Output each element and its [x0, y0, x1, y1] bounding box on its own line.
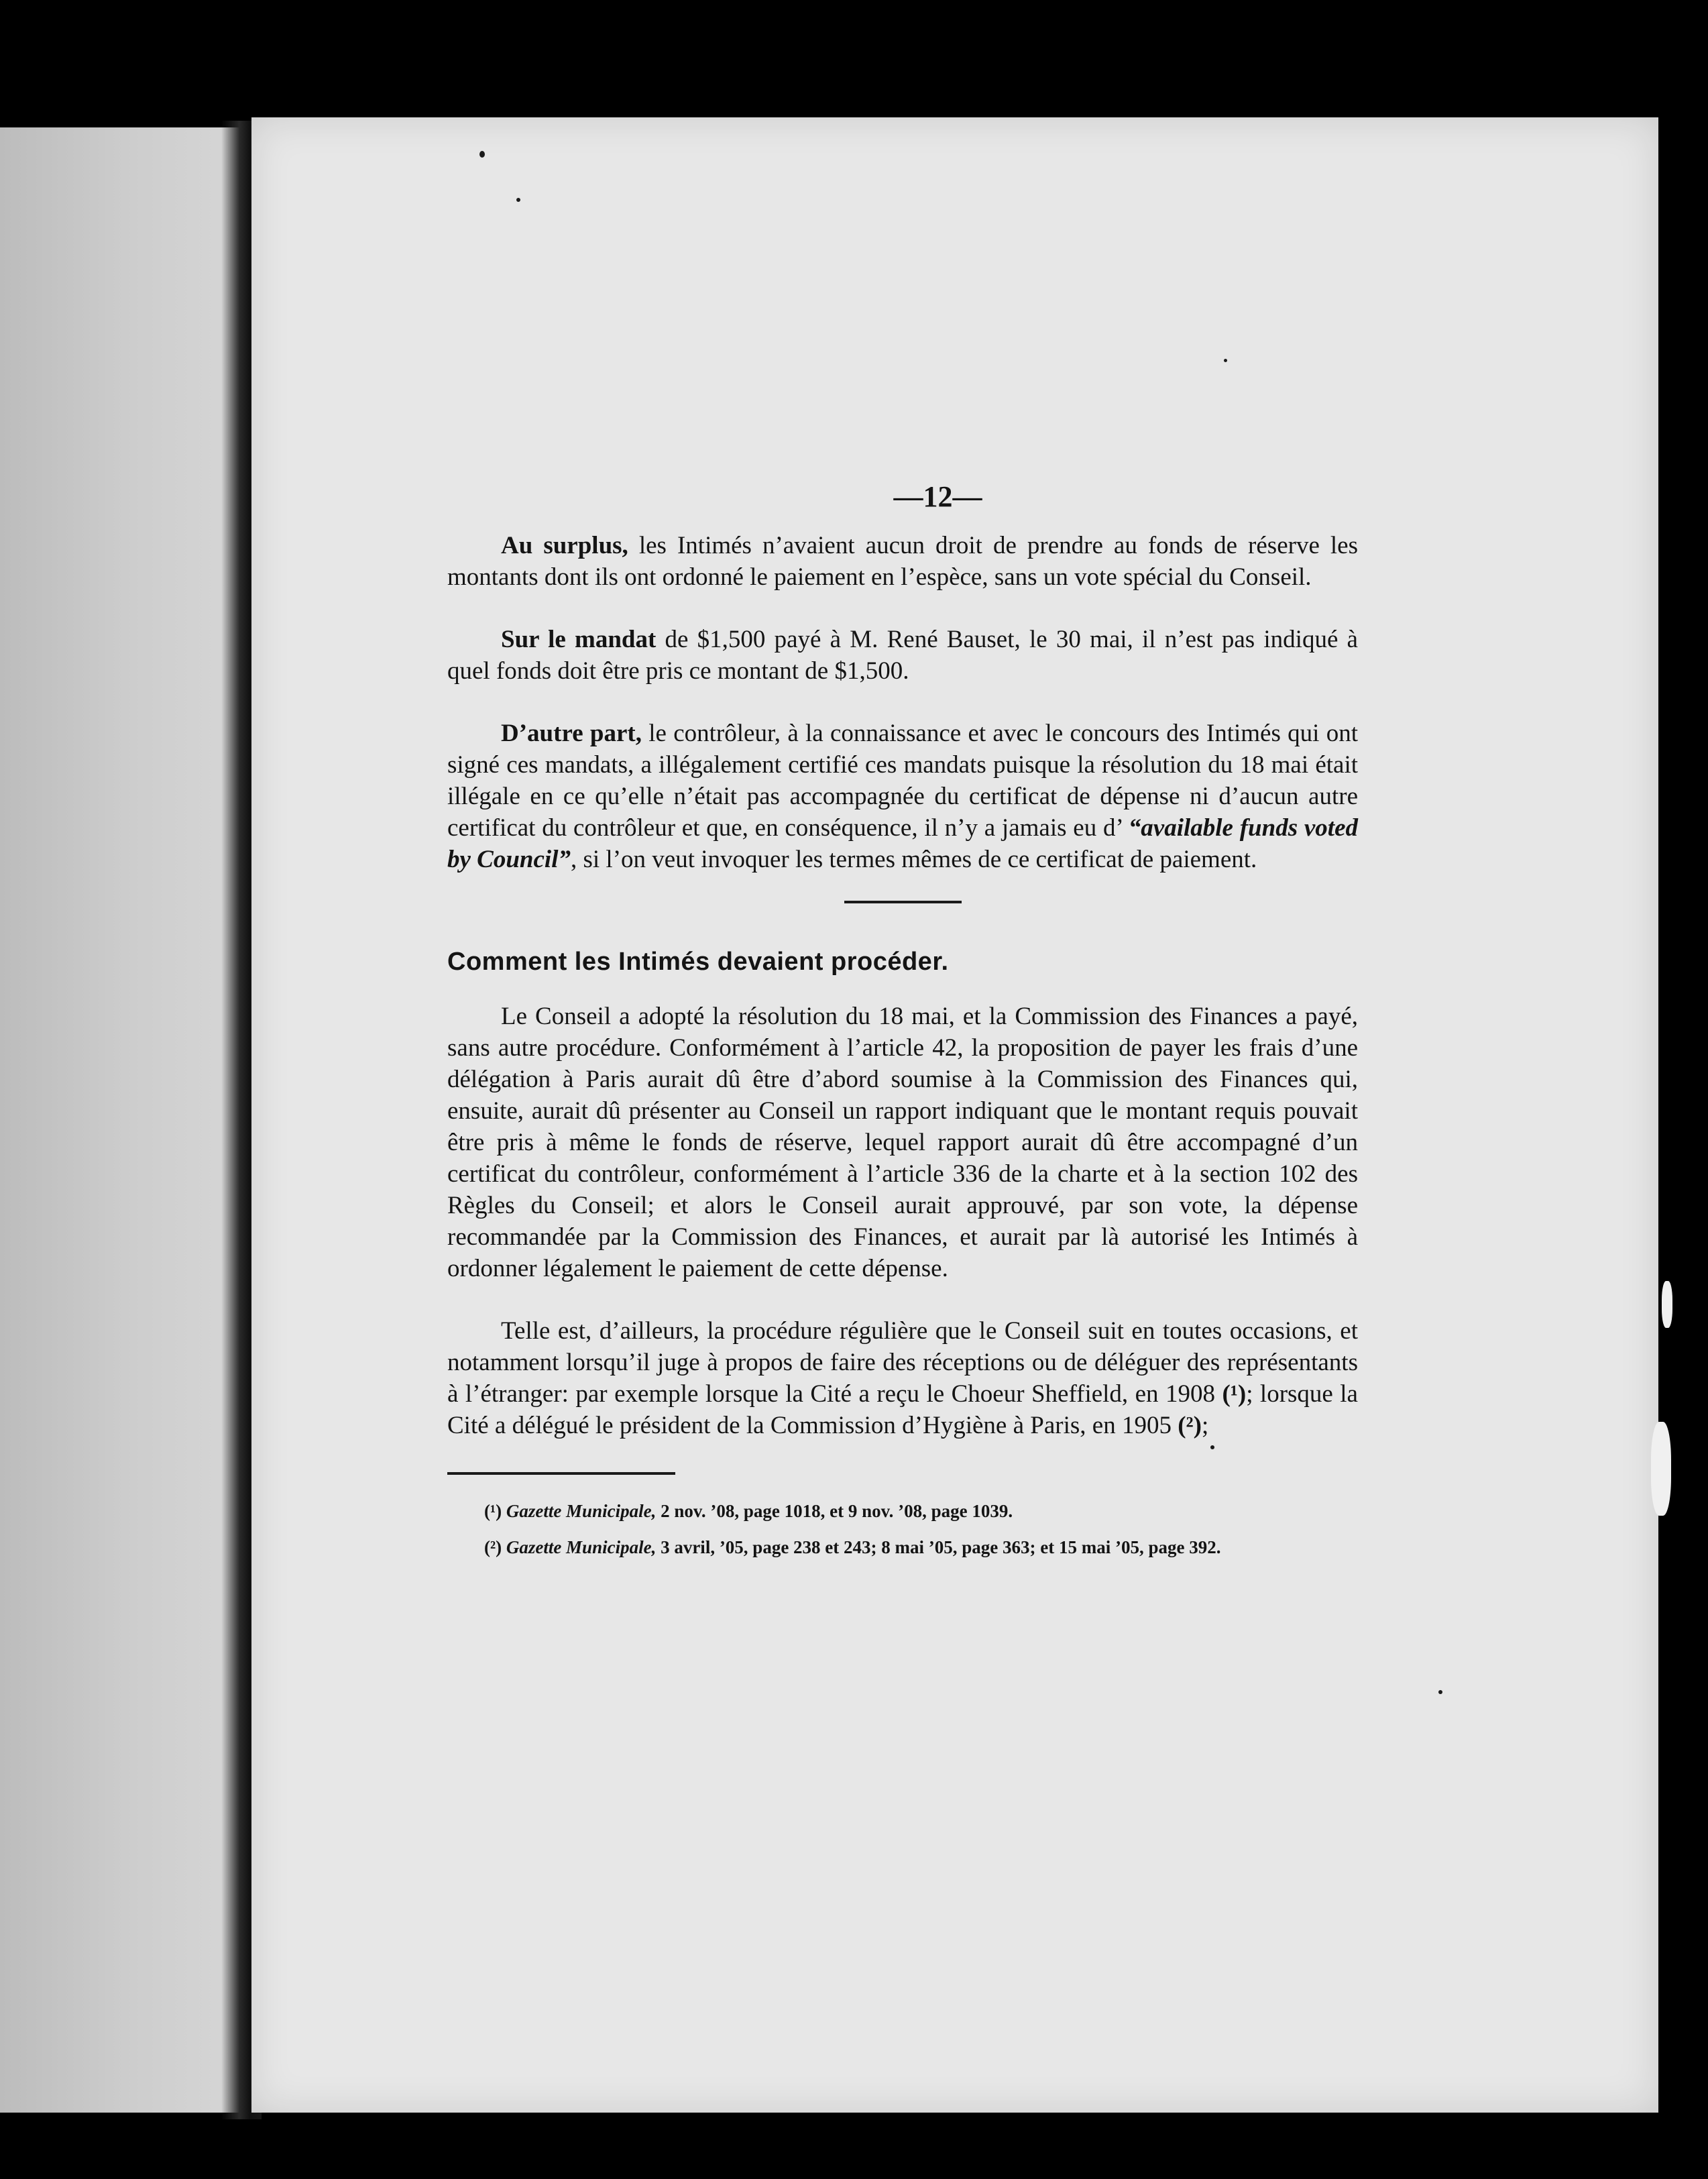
scan-edge-mark	[1662, 1281, 1672, 1328]
footnotes	[447, 1500, 1358, 1558]
paragraph-2-text: de $1,500 payé à M. René Bauset, le 30 mai, il n’est pas indiqué à quel fonds doit être pris ce montant de $1,500.	[447, 626, 1358, 685]
paragraph-5	[447, 1315, 1358, 1441]
scan-speck	[1224, 359, 1227, 362]
paragraph-1	[447, 530, 1358, 593]
scan-speck	[479, 151, 485, 158]
paragraph-5-text-middle: ; lorsque la Cité a délégué le président de la Commission d’Hygiène à Paris, en 1905	[447, 1380, 1358, 1439]
paragraph-3-lead: D’autre part,	[501, 720, 642, 747]
paragraph-2-lead: Sur le mandat	[501, 626, 657, 653]
footnote-divider	[447, 1472, 675, 1475]
paragraph-4	[447, 1001, 1358, 1284]
footnote-ref-2: (²)	[1178, 1412, 1202, 1439]
footnote-2-text: 3 avril, ’05, page 238 et 243; 8 mai ’05, page 363; et 15 mai ’05, page 392.	[656, 1537, 1221, 1557]
document-page	[251, 117, 1658, 2113]
paragraph-2	[447, 624, 1358, 687]
footnote-2-marker: (²)	[484, 1537, 502, 1557]
footnote-ref-1: (¹)	[1222, 1380, 1247, 1408]
body-text	[447, 530, 1358, 1573]
footnote-1-text: 2 nov. ’08, page 1018, et 9 nov. ’08, page 1039.	[656, 1501, 1013, 1521]
facing-page-edge	[0, 127, 241, 2113]
footnote-2-source: Gazette Municipale,	[506, 1537, 657, 1557]
paragraph-1-lead: Au surplus,	[501, 532, 628, 559]
paragraph-3-text-before: le contrôleur, à la connaissance et avec le concours des Intimés qui ont signé ces mandats, a illégalement certifié ces mandats puisque la résolution du 18 mai était illégale en ce qu’elle n’était pas accompagnée du certificat de dépense ni d’aucun autre certificat du contrôleur et que, en conséquence, il n’y a jamais eu d’	[447, 720, 1358, 842]
footnote-1-marker: (¹)	[484, 1501, 502, 1521]
paragraph-1-text: les Intimés n’avaient aucun droit de prendre au fonds de réserve les montants dont ils ont ordonné le paiement en l’espèce, sans un vote spécial du Conseil.	[447, 532, 1358, 591]
paragraph-3-quote: “available funds voted by Council”	[447, 814, 1358, 873]
scan-speck	[1210, 1445, 1214, 1449]
footnote-2	[447, 1537, 1358, 1558]
footnote-1	[447, 1500, 1358, 1522]
paragraph-4-text: Le Conseil a adopté la résolution du 18 mai, et la Commission des Finances a payé, sans autre procédure. Conformément à l’article 42, la proposition de payer les frais d’une délégation à Paris aurait dû être d’abord soumise à la Commission des Finances qui, ensuite, aurait dû présenter au Conseil un rapport indiquant que le montant requis pouvait être pris à même le fonds de réserve, lequel rapport aurait dû être accompagné d’un certificat du contrôleur, conformément à l’article 336 de la charte et à la section 102 des Règles du Conseil; et alors le Conseil aurait approuvé, par son vote, la dépense recommandée par la Commission des Finances, et aurait par là autorisé les Intimés à ordonner légalement le paiement de cette dépense.	[447, 1003, 1358, 1282]
section-heading: Comment les Intimés devaient procéder.	[447, 948, 949, 976]
scan-edge-mark	[1651, 1422, 1671, 1516]
scan-speck	[516, 198, 520, 202]
section-divider	[844, 901, 962, 903]
paragraph-5-text-after: ;	[1201, 1412, 1209, 1439]
paragraph-3	[447, 718, 1358, 875]
scan-speck	[1438, 1690, 1442, 1694]
paragraph-3-text-after: , si l’on veut invoquer les termes mêmes de ce certificat de paiement.	[571, 846, 1257, 873]
page-number: —12—	[893, 480, 982, 513]
paragraph-5-text-before: Telle est, d’ailleurs, la procédure régulière que le Conseil suit en toutes occasions, et notamment lorsqu’il juge à propos de faire des réceptions ou de déléguer des représentants à l’étranger: par exemple lorsque la Cité a reçu le Choeur Sheffield, en 1908	[447, 1317, 1358, 1408]
footnote-1-source: Gazette Municipale,	[506, 1501, 657, 1521]
